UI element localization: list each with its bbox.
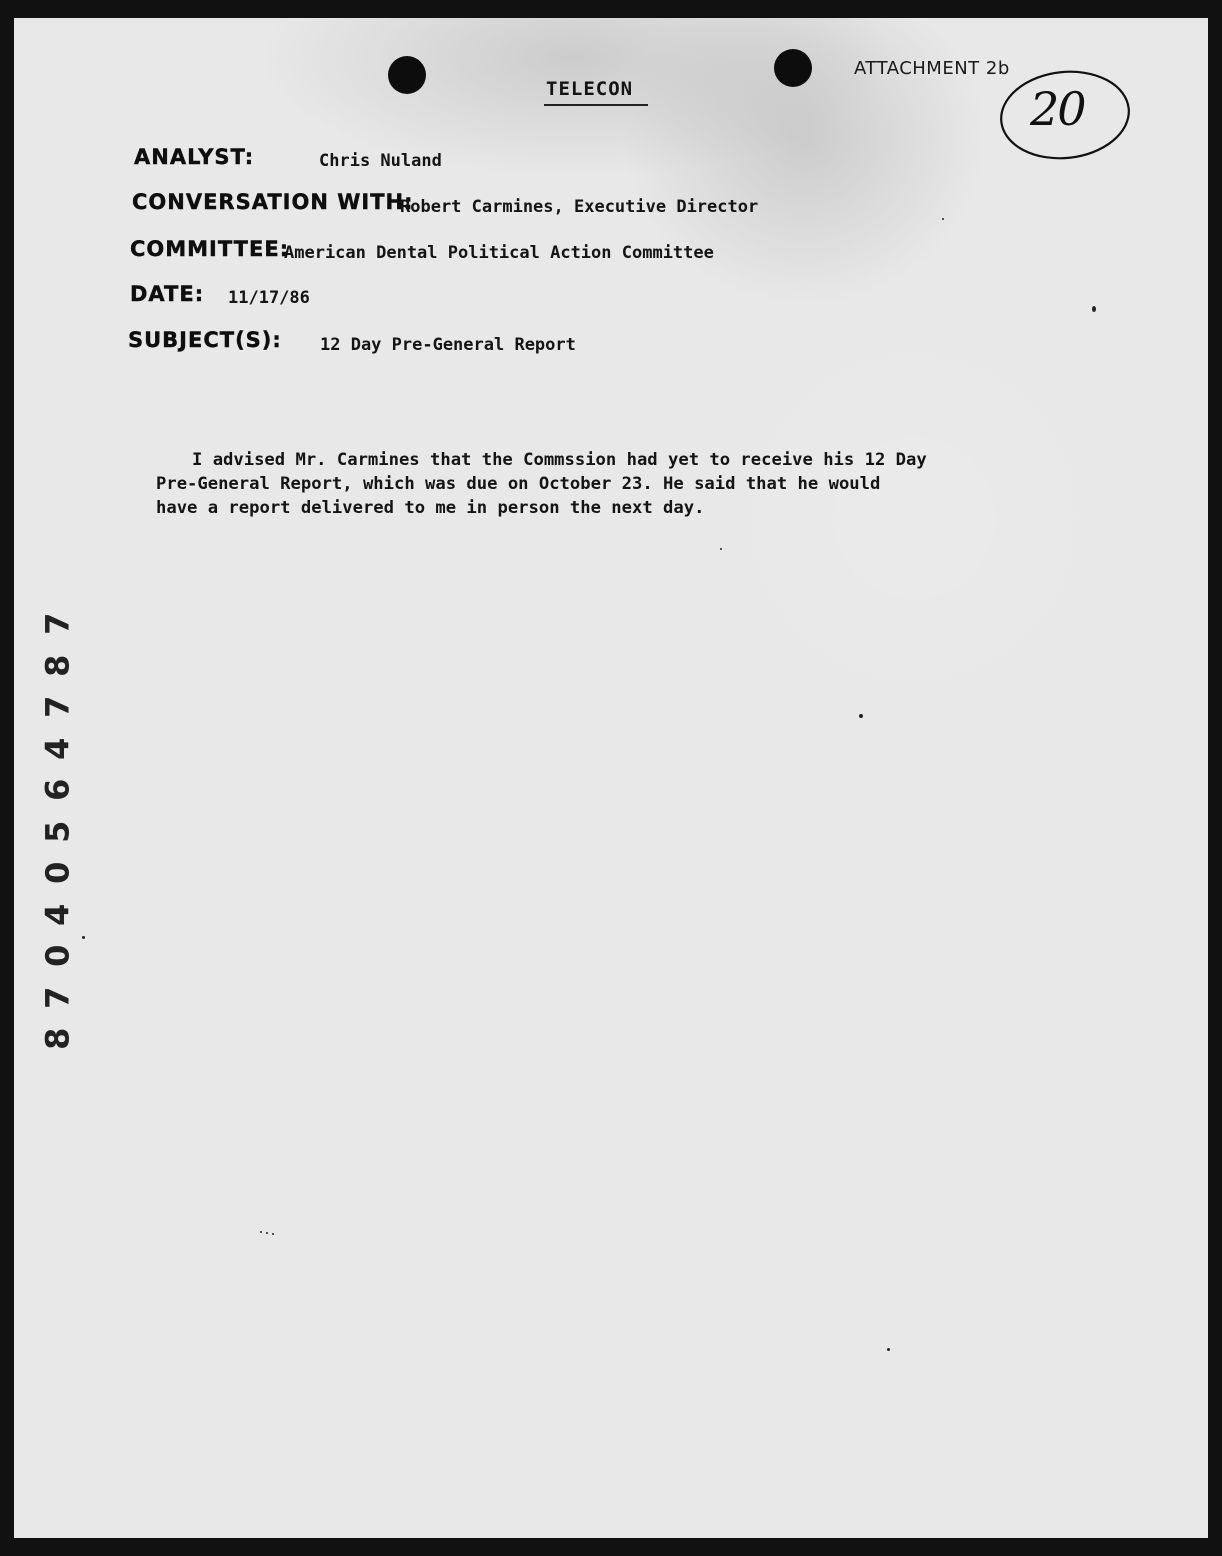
body-line: Pre-General Report, which was due on October 23. He said that he would	[156, 474, 881, 494]
scan-speck	[1092, 306, 1096, 312]
date-value: 11/17/86	[228, 288, 310, 308]
committee-value: American Dental Political Action Committee	[284, 243, 714, 263]
side-stamp-digit: 7	[38, 986, 77, 1009]
scan-speck	[272, 1233, 274, 1235]
handwritten-number-text: 20	[1030, 82, 1085, 136]
side-stamp-digit: 0	[38, 944, 77, 967]
title-underline	[544, 104, 648, 106]
conversation-with-label: CONVERSATION WITH:	[132, 190, 414, 214]
body-line: I advised Mr. Carmines that the Commssion had yet to receive his 12 Day	[192, 450, 927, 470]
side-stamp-digit: 8	[38, 654, 77, 677]
subject-label: SUBJECT(S):	[128, 328, 282, 352]
scan-speck	[887, 1348, 890, 1351]
side-stamp-digit: 4	[38, 737, 77, 760]
subject-value: 12 Day Pre-General Report	[320, 335, 576, 355]
scan-speck	[942, 218, 944, 220]
punch-hole-right	[774, 49, 812, 87]
analyst-value: Chris Nuland	[319, 151, 442, 171]
scan-speck	[260, 1231, 262, 1233]
body-line: have a report delivered to me in person the next day.	[156, 498, 705, 518]
paper-sheet	[14, 18, 1208, 1538]
conversation-with-value: Robert Carmines, Executive Director	[400, 197, 759, 217]
analyst-label: ANALYST:	[134, 145, 255, 169]
committee-label: COMMITTEE:	[130, 237, 290, 261]
document-title: TELECON	[546, 78, 634, 100]
side-stamp-digit: 4	[38, 903, 77, 926]
date-label: DATE:	[130, 282, 205, 306]
side-stamp-digit: 8	[38, 1027, 77, 1050]
side-stamp-digit: 6	[38, 778, 77, 801]
scan-speck	[720, 548, 722, 550]
scan-speck	[266, 1232, 268, 1234]
telecon-body	[156, 448, 1036, 520]
scan-speck	[859, 714, 863, 718]
handwritten-page-number	[998, 68, 1132, 162]
side-stamp-digit: 5	[38, 820, 77, 843]
attachment-label: ATTACHMENT 2b	[854, 58, 1010, 79]
punch-hole-left	[388, 56, 426, 94]
side-stamp-digit: 7	[38, 695, 77, 718]
side-stamp-digit: 0	[38, 861, 77, 884]
side-stamp-digit: 7	[38, 612, 77, 635]
scan-speck	[82, 936, 85, 939]
side-stamp-number	[38, 603, 78, 1060]
